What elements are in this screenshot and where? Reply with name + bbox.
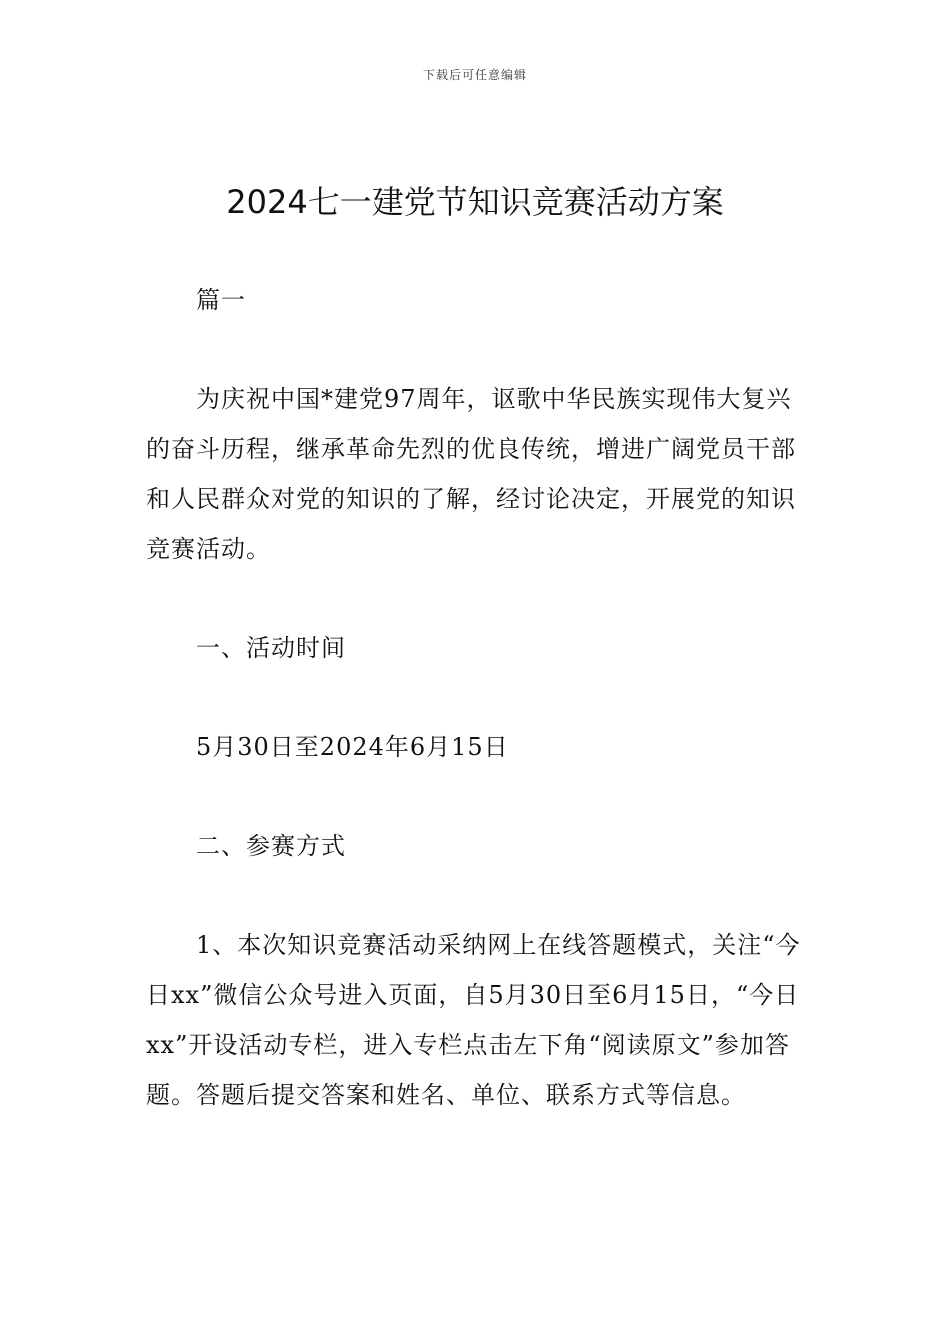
intro-paragraph-block (146, 374, 816, 574)
section-2-item-1: 1、本次知识竞赛活动采纳网上在线答题模式，关注“今日xx”微信公众号进入页面，自5月30日至6月15日，“今日xx”开设活动专栏，进入专栏点击左下角“阅读原文”参加答题。答题后提交答案和姓名、单位、联系方式等信息。 (146, 931, 801, 1109)
part-label: 篇一 (196, 286, 246, 314)
section-2-heading: 二、参赛方式 (196, 832, 346, 860)
header-note: 下载后可任意编辑 (422, 68, 527, 82)
document-title: 2024七一建党节知识竞赛活动方案 (226, 183, 724, 221)
section-1-heading: 一、活动时间 (196, 634, 346, 662)
intro-paragraph: 为庆祝中国*建党97周年，讴歌中华民族实现伟大复兴的奋斗历程，继承革命先烈的优良传统，增进广阔党员干部和人民群众对党的知识的了解，经讨论决定，开展党的知识竞赛活动。 (146, 385, 796, 563)
section-1-text: 5月30日至2024年6月15日 (196, 733, 509, 761)
section-2-item-block (146, 920, 816, 1120)
